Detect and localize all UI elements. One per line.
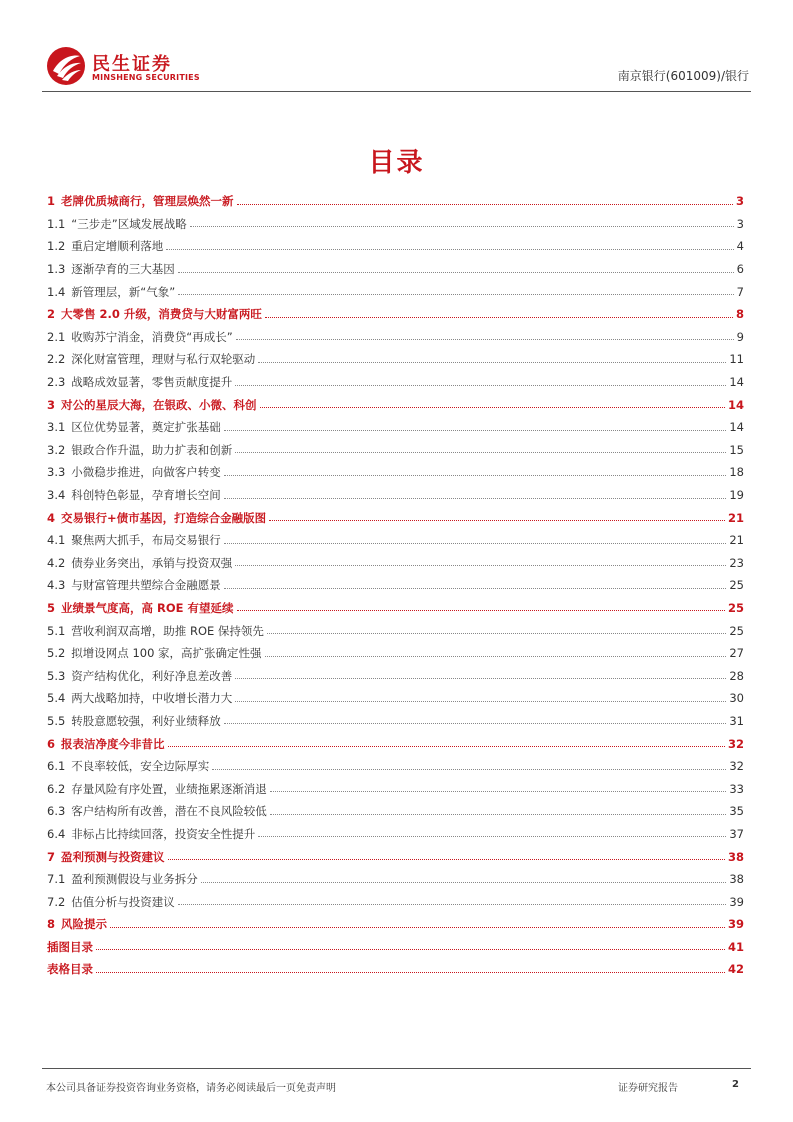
- toc-entry-page: 35: [729, 804, 744, 819]
- toc-dot-leader: [201, 882, 727, 883]
- toc-dot-leader: [270, 814, 727, 815]
- toc-dot-leader: [237, 610, 725, 611]
- table-of-contents: [47, 190, 744, 981]
- toc-entry-number: 2.1: [47, 329, 66, 344]
- toc-entry[interactable]: [47, 258, 744, 281]
- toc-dot-leader: [267, 633, 726, 634]
- toc-entry-page: 37: [729, 826, 744, 841]
- toc-entry-number: 6.3: [47, 804, 66, 819]
- toc-entry-page: 21: [727, 510, 744, 525]
- toc-entry-page: 14: [729, 420, 744, 435]
- toc-entry-label: 资产结构优化，利好净息差改善: [71, 668, 233, 683]
- toc-entry-page: 39: [727, 917, 744, 932]
- toc-entry[interactable]: [47, 732, 744, 755]
- toc-dot-leader: [224, 498, 727, 499]
- toc-entry-label: 交易银行+债市基因，打造综合金融版图: [61, 510, 267, 525]
- toc-entry-label: 大零售 2.0 升级，消费贷与大财富两旺: [61, 307, 262, 322]
- toc-entry-label: “三步走”区域发展战略: [71, 216, 187, 231]
- toc-entry[interactable]: [47, 235, 744, 258]
- toc-dot-leader: [212, 769, 726, 770]
- toc-dot-leader: [166, 249, 733, 250]
- toc-entry-number: 5.1: [47, 623, 66, 638]
- toc-entry-page: 32: [729, 759, 744, 774]
- toc-dot-leader: [110, 927, 725, 928]
- toc-entry-label: 插图目录: [47, 939, 93, 954]
- toc-entry[interactable]: [47, 936, 744, 959]
- toc-entry-number: 2.3: [47, 375, 66, 390]
- toc-entry[interactable]: [47, 619, 744, 642]
- toc-entry-number: 5: [47, 600, 56, 615]
- toc-entry-label: 存量风险有序处置，业绩拖累逐渐消退: [71, 781, 267, 796]
- toc-dot-leader: [224, 543, 727, 544]
- toc-dot-leader: [224, 475, 727, 476]
- toc-entry-page: 14: [729, 375, 744, 390]
- toc-entry[interactable]: [47, 958, 744, 981]
- toc-entry-page: 8: [735, 307, 744, 322]
- toc-entry-label: 估值分析与投资建议: [71, 894, 175, 909]
- toc-entry-page: 42: [727, 962, 744, 977]
- toc-dot-leader: [270, 791, 727, 792]
- toc-dot-leader: [258, 362, 726, 363]
- toc-entry-label: 表格目录: [47, 962, 93, 977]
- toc-entry-number: 4: [47, 510, 56, 525]
- toc-entry-number: 3.4: [47, 488, 66, 503]
- toc-entry[interactable]: [47, 845, 744, 868]
- toc-entry-number: 2.2: [47, 352, 66, 367]
- toc-entry[interactable]: [47, 687, 744, 710]
- toc-dot-leader: [224, 430, 727, 431]
- toc-entry-number: 6.4: [47, 826, 66, 841]
- toc-dot-leader: [190, 226, 734, 227]
- toc-dot-leader: [178, 294, 733, 295]
- toc-entry-page: 25: [729, 578, 744, 593]
- toc-entry-number: 5.3: [47, 668, 66, 683]
- toc-entry-number: 4.2: [47, 555, 66, 570]
- toc-entry-page: 31: [729, 713, 744, 728]
- toc-entry-number: 7.1: [47, 872, 66, 887]
- toc-entry-number: 5.2: [47, 646, 66, 661]
- toc-entry[interactable]: [47, 393, 744, 416]
- toc-entry[interactable]: [47, 800, 744, 823]
- toc-entry[interactable]: [47, 868, 744, 891]
- toc-entry-page: 19: [729, 488, 744, 503]
- toc-entry-label: 老牌优质城商行，管理层焕然一新: [61, 194, 234, 209]
- toc-entry[interactable]: [47, 439, 744, 462]
- toc-entry[interactable]: [47, 552, 744, 575]
- toc-entry-number: 7: [47, 849, 56, 864]
- toc-dot-leader: [265, 656, 727, 657]
- toc-entry-label: 报表洁净度今非昔比: [61, 736, 165, 751]
- toc-entry-label: 深化财富管理，理财与私行双轮驱动: [71, 352, 256, 367]
- toc-entry[interactable]: [47, 416, 744, 439]
- toc-entry-number: 1.2: [47, 239, 66, 254]
- toc-entry[interactable]: [47, 280, 744, 303]
- toc-entry-label: 逐渐孕育的三大基因: [71, 262, 175, 277]
- toc-entry-label: 银政合作升温，助力扩表和创新: [71, 442, 233, 457]
- toc-entry-label: 小微稳步推进，向做客户转变: [71, 465, 221, 480]
- page-header: [42, 40, 751, 92]
- toc-dot-leader: [260, 407, 725, 408]
- toc-entry-label: 收购苏宁消金，消费贷“再成长”: [71, 329, 233, 344]
- toc-entry-number: 6.2: [47, 781, 66, 796]
- toc-entry-page: 9: [736, 329, 744, 344]
- logo-chinese-name: 民生证券: [92, 54, 172, 75]
- toc-entry-label: 两大战略加持，中收增长潜力大: [71, 691, 233, 706]
- toc-entry[interactable]: [47, 597, 744, 620]
- toc-entry-label: 区位优势显著，奠定扩张基础: [71, 420, 221, 435]
- toc-entry[interactable]: [47, 642, 744, 665]
- toc-entry[interactable]: [47, 461, 744, 484]
- toc-entry[interactable]: [47, 823, 744, 846]
- toc-entry-number: 4.3: [47, 578, 66, 593]
- toc-entry-number: 1.1: [47, 216, 66, 231]
- toc-entry-label: 营收利润双高增，助推 ROE 保持领先: [71, 623, 264, 638]
- toc-entry-number: 1: [47, 194, 56, 209]
- footer-report-type: 证券研究报告: [618, 1083, 678, 1094]
- footer-divider: [42, 1068, 751, 1069]
- toc-entry[interactable]: [47, 371, 744, 394]
- toc-entry-page: 41: [727, 939, 744, 954]
- toc-entry[interactable]: [47, 190, 744, 213]
- toc-dot-leader: [168, 859, 725, 860]
- toc-entry-page: 15: [729, 442, 744, 457]
- header-divider: [42, 91, 751, 92]
- toc-entry-label: 转股意愿较强，利好业绩释放: [71, 713, 221, 728]
- toc-dot-leader: [178, 272, 734, 273]
- toc-entry-number: 7.2: [47, 894, 66, 909]
- toc-entry-page: 11: [729, 352, 744, 367]
- toc-entry-page: 27: [729, 646, 744, 661]
- toc-entry-label: 盈利预测与投资建议: [61, 849, 165, 864]
- toc-entry-page: 3: [736, 216, 744, 231]
- footer-disclaimer: 本公司具备证券投资咨询业务资格，请务必阅读最后一页免责声明: [46, 1083, 336, 1094]
- toc-dot-leader: [96, 949, 725, 950]
- toc-dot-leader: [235, 701, 726, 702]
- toc-entry-page: 32: [727, 736, 744, 751]
- toc-entry-number: 3: [47, 397, 56, 412]
- toc-entry[interactable]: [47, 529, 744, 552]
- toc-entry-page: 28: [729, 668, 744, 683]
- toc-dot-leader: [178, 904, 727, 905]
- toc-dot-leader: [235, 385, 726, 386]
- toc-entry-label: 对公的星辰大海，在银政、小微、科创: [61, 397, 257, 412]
- toc-entry-label: 债券业务突出，承销与投资双强: [71, 555, 233, 570]
- toc-entry-page: 6: [736, 262, 744, 277]
- toc-dot-leader: [269, 520, 725, 521]
- toc-entry[interactable]: [47, 506, 744, 529]
- toc-entry-page: 21: [729, 533, 744, 548]
- toc-entry-number: 1.4: [47, 284, 66, 299]
- toc-entry-number: 6: [47, 736, 56, 751]
- toc-dot-leader: [235, 678, 726, 679]
- toc-entry[interactable]: [47, 710, 744, 733]
- toc-entry-page: 25: [729, 623, 744, 638]
- toc-dot-leader: [168, 746, 725, 747]
- logo-english-name: MINSHENG SECURITIES: [92, 73, 200, 82]
- toc-entry-label: 不良率较低，安全边际厚实: [71, 759, 210, 774]
- toc-entry-number: 6.1: [47, 759, 66, 774]
- toc-entry-label: 重启定增顺利落地: [71, 239, 164, 254]
- toc-entry[interactable]: [47, 777, 744, 800]
- toc-entry-label: 盈利预测假设与业务拆分: [71, 872, 198, 887]
- toc-entry-page: 25: [727, 600, 744, 615]
- toc-entry-label: 战略成效显著，零售贡献度提升: [71, 375, 233, 390]
- header-stock-info: 南京银行(601009)/银行: [617, 69, 749, 83]
- toc-entry-page: 3: [735, 194, 744, 209]
- toc-entry-page: 38: [729, 872, 744, 887]
- toc-entry-page: 23: [729, 555, 744, 570]
- toc-entry[interactable]: [47, 213, 744, 236]
- toc-entry-page: 30: [729, 691, 744, 706]
- toc-dot-leader: [235, 452, 726, 453]
- toc-entry-label: 非标占比持续回落，投资安全性提升: [71, 826, 256, 841]
- toc-entry-number: 3.1: [47, 420, 66, 435]
- toc-entry-number: 8: [47, 917, 56, 932]
- toc-entry-number: 4.1: [47, 533, 66, 548]
- toc-entry-page: 38: [727, 849, 744, 864]
- toc-entry-label: 新管理层，新“气象”: [71, 284, 176, 299]
- toc-entry-number: 3.3: [47, 465, 66, 480]
- footer-page-number: 2: [732, 1079, 739, 1090]
- toc-entry[interactable]: [47, 303, 744, 326]
- toc-entry-number: 2: [47, 307, 56, 322]
- toc-entry[interactable]: [47, 890, 744, 913]
- toc-entry-label: 与财富管理共塑综合金融愿景: [71, 578, 221, 593]
- toc-entry[interactable]: [47, 326, 744, 349]
- toc-entry-page: 18: [729, 465, 744, 480]
- toc-entry[interactable]: [47, 348, 744, 371]
- toc-entry[interactable]: [47, 755, 744, 778]
- toc-entry-label: 拟增设网点 100 家，高扩张确定性强: [71, 646, 262, 661]
- toc-dot-leader: [258, 836, 726, 837]
- toc-entry-label: 风险提示: [61, 917, 108, 932]
- toc-dot-leader: [224, 723, 727, 724]
- toc-title: 目录: [368, 148, 425, 178]
- toc-entry-label: 科创特色彰显，孕育增长空间: [71, 488, 221, 503]
- toc-entry-label: 客户结构所有改善，潜在不良风险较低: [71, 804, 267, 819]
- toc-entry-label: 聚焦两大抓手，布局交易银行: [71, 533, 221, 548]
- toc-entry-number: 3.2: [47, 442, 66, 457]
- toc-entry-label: 业绩景气度高，高 ROE 有望延续: [61, 600, 234, 615]
- company-logo: [46, 46, 200, 90]
- toc-entry-number: 5.4: [47, 691, 66, 706]
- toc-entry-number: 5.5: [47, 713, 66, 728]
- toc-entry-number: 1.3: [47, 262, 66, 277]
- toc-dot-leader: [96, 972, 725, 973]
- toc-dot-leader: [235, 565, 726, 566]
- toc-dot-leader: [224, 588, 727, 589]
- toc-dot-leader: [236, 339, 734, 340]
- toc-entry[interactable]: [47, 913, 744, 936]
- toc-entry-page: 7: [736, 284, 744, 299]
- minsheng-logo-icon: [46, 46, 86, 86]
- toc-entry-page: 14: [727, 397, 744, 412]
- toc-dot-leader: [237, 204, 733, 205]
- toc-entry-page: 4: [736, 239, 744, 254]
- toc-dot-leader: [265, 317, 733, 318]
- toc-entry-page: 39: [729, 894, 744, 909]
- toc-entry[interactable]: [47, 664, 744, 687]
- toc-entry[interactable]: [47, 484, 744, 507]
- toc-entry[interactable]: [47, 574, 744, 597]
- toc-entry-page: 33: [729, 781, 744, 796]
